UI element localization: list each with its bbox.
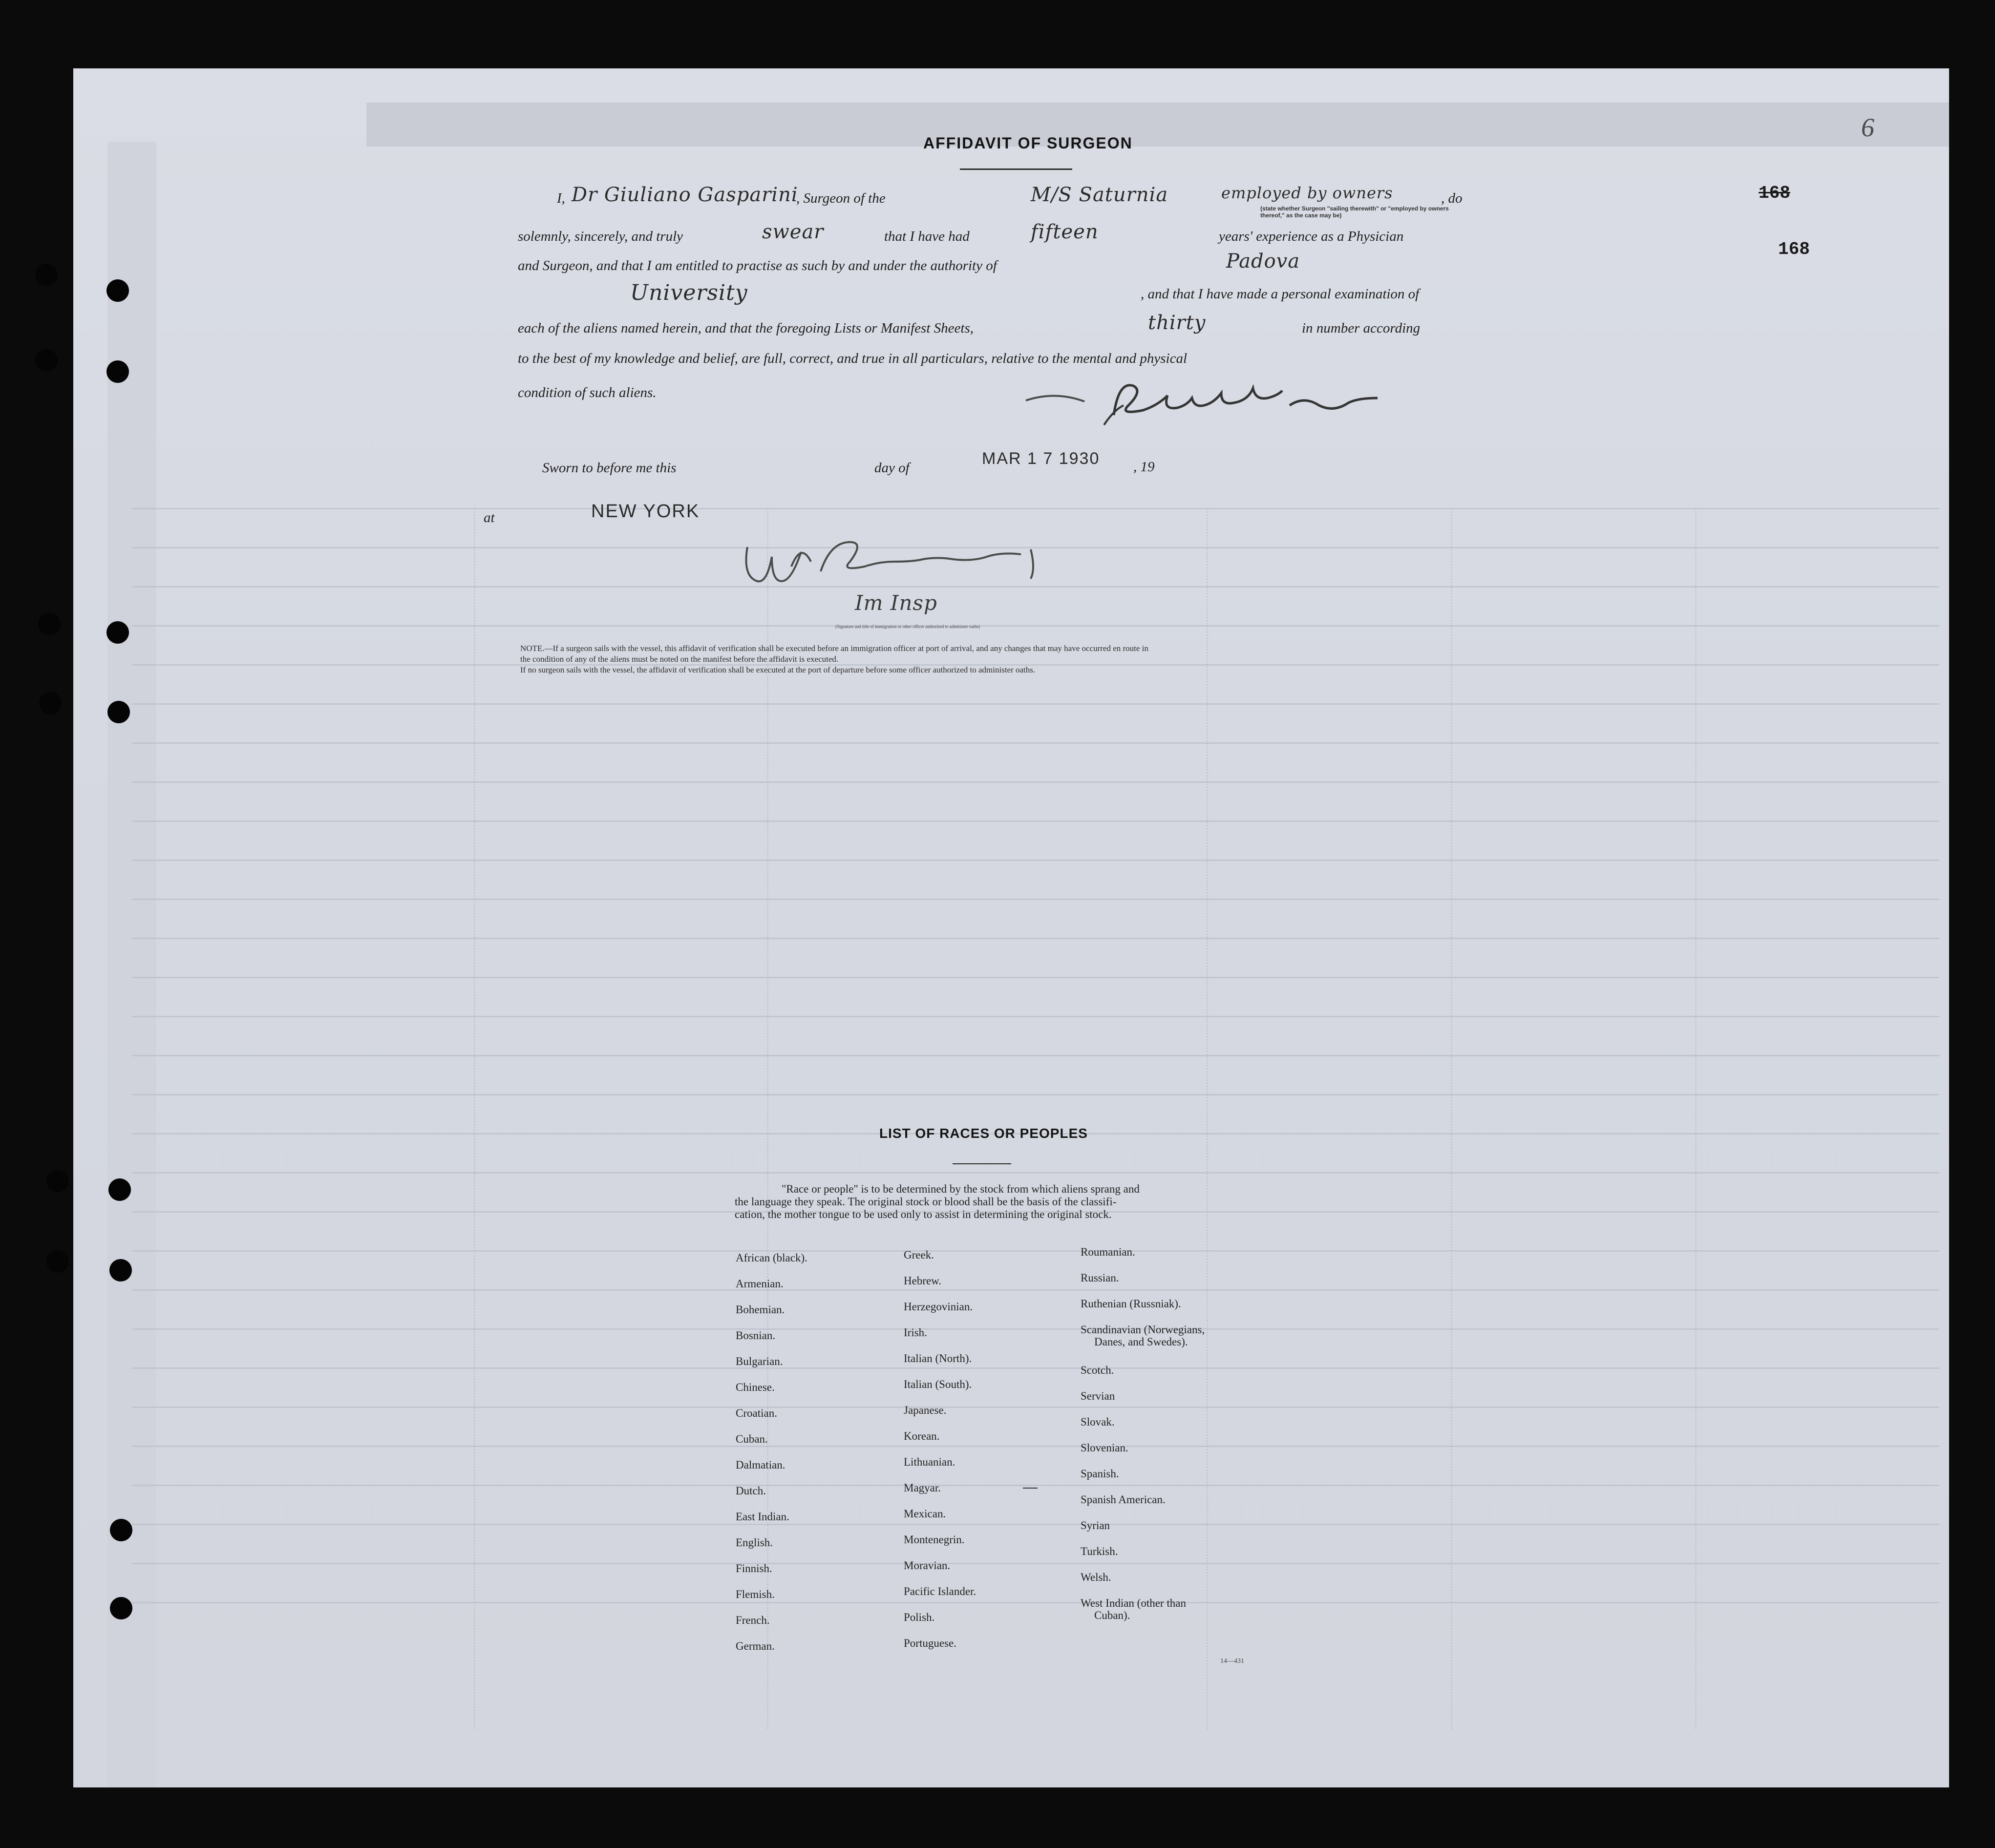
dash-mark xyxy=(1023,1488,1038,1489)
page-number: 168 xyxy=(1778,239,1810,259)
race-item: Bulgarian. xyxy=(736,1355,783,1367)
race-item: African (black). xyxy=(736,1252,807,1264)
race-item: Moravian. xyxy=(904,1559,951,1572)
race-item: Italian (South). xyxy=(904,1378,972,1390)
race-item: Spanish. xyxy=(1081,1468,1119,1480)
race-item: French. xyxy=(736,1614,770,1626)
manifest-page xyxy=(73,68,1949,1787)
form-number: 14—431 xyxy=(1220,1658,1244,1665)
race-item: Chinese. xyxy=(736,1381,775,1393)
officer-title: Im Insp xyxy=(855,591,937,615)
race-item: Slovenian. xyxy=(1081,1442,1128,1454)
place-stamp: NEW YORK xyxy=(591,501,700,522)
race-item: Cuban). xyxy=(1094,1609,1130,1621)
race-item: English. xyxy=(736,1536,773,1549)
punch-hole xyxy=(108,1178,131,1201)
punch-hole xyxy=(106,360,129,383)
punch-hole xyxy=(39,692,62,714)
employment: employed by owners xyxy=(1221,184,1393,202)
race-item: Armenian. xyxy=(736,1278,784,1290)
races-intro-line1: "Race or people" is to be determined by the stock from which aliens sprang and xyxy=(782,1183,1140,1195)
affidavit-line5-a: each of the aliens named herein, and that the foregoing Lists or Manifest Sheets, xyxy=(518,320,974,336)
race-item: Scotch. xyxy=(1081,1364,1114,1376)
race-item: Cuban. xyxy=(736,1433,768,1445)
punch-hole xyxy=(106,621,129,644)
punch-hole xyxy=(38,613,61,635)
race-item: Japanese. xyxy=(904,1404,947,1416)
race-item: Scandinavian (Norwegians, xyxy=(1081,1323,1205,1336)
punch-hole xyxy=(110,1519,132,1541)
race-item: East Indian. xyxy=(736,1511,789,1523)
corner-mark: 6 xyxy=(1861,113,1874,142)
punch-hole xyxy=(109,1259,132,1281)
race-item: Lithuanian. xyxy=(904,1456,955,1468)
affidavit-line5-b: in number according xyxy=(1302,320,1421,336)
vessel-name: M/S Saturnia xyxy=(1031,184,1168,206)
race-item: Spanish American. xyxy=(1081,1493,1166,1506)
sworn-prefix: Sworn to before me this xyxy=(542,460,677,476)
race-item: Korean. xyxy=(904,1430,940,1442)
race-item: Flemish. xyxy=(736,1588,775,1600)
race-item: Pacific Islander. xyxy=(904,1585,976,1597)
affidavit-line1-prefix: I, xyxy=(557,190,565,206)
race-item: Polish. xyxy=(904,1611,935,1623)
oath-word: swear xyxy=(762,221,824,243)
punch-hole xyxy=(46,1250,69,1273)
date-stamp: MAR 1 7 1930 xyxy=(982,449,1100,468)
race-item: Croatian. xyxy=(736,1407,777,1419)
year-suffix: , 19 xyxy=(1133,459,1155,475)
surgeon-signature xyxy=(1016,371,1397,430)
note-line2: the condition of any of the aliens must be noted on the manifest before the affidavit is executed. xyxy=(520,654,839,664)
punch-hole xyxy=(107,701,130,723)
race-item: Montenegrin. xyxy=(904,1533,965,1546)
punch-hole xyxy=(35,349,58,372)
race-item: Slovak. xyxy=(1081,1416,1115,1428)
day-of-label: day of xyxy=(874,460,910,476)
race-item: Dalmatian. xyxy=(736,1459,785,1471)
race-item: Danes, and Swedes). xyxy=(1094,1336,1188,1348)
race-item: Greek. xyxy=(904,1249,934,1261)
authority-place: Padova xyxy=(1226,250,1300,273)
sheet-count: thirty xyxy=(1148,312,1206,334)
race-item: Herzegovinian. xyxy=(904,1301,973,1313)
note-line1: NOTE.—If a surgeon sails with the vessel, this affidavit of verification shall be executed before an immigration officer at port of arrival, and any changes that may have occurred en route in xyxy=(520,644,1148,653)
races-title-rule xyxy=(953,1163,1011,1164)
race-item: Mexican. xyxy=(904,1508,946,1520)
race-item: Finnish. xyxy=(736,1562,772,1575)
races-title: LIST OF RACES OR PEOPLES xyxy=(879,1126,1088,1141)
bleed-through-rows xyxy=(132,508,1939,1729)
title-rule xyxy=(960,168,1072,170)
punch-hole xyxy=(35,264,58,286)
surgeon-of-label: , Surgeon of the xyxy=(796,190,886,206)
affidavit-line2-b: that I have had xyxy=(884,229,970,244)
race-item: West Indian (other than xyxy=(1081,1597,1186,1609)
signature-caption: (Signature and title of immigration or other officer authorized to administer oaths) xyxy=(835,624,980,629)
at-label: at xyxy=(484,510,495,525)
affidavit-line7: condition of such aliens. xyxy=(518,385,657,400)
affidavit-line3: and Surgeon, and that I am entitled to practise as such by and under the authority of xyxy=(518,258,997,273)
affidavit-line2-c: years' experience as a Physician xyxy=(1219,229,1404,244)
race-item: Italian (North). xyxy=(904,1352,972,1365)
surgeon-name: Dr Giuliano Gasparini xyxy=(572,184,798,206)
race-item: Russian. xyxy=(1081,1272,1119,1284)
race-item: Syrian xyxy=(1081,1519,1110,1532)
race-item: Hebrew. xyxy=(904,1275,942,1287)
punch-hole xyxy=(110,1597,132,1619)
race-item: Turkish. xyxy=(1081,1545,1118,1557)
do-label: , do xyxy=(1441,190,1463,206)
races-intro-line2: the language they speak. The original stock or blood shall be the basis of the classifi- xyxy=(735,1196,1117,1208)
years-experience: fifteen xyxy=(1031,221,1099,243)
affidavit-line6: to the best of my knowledge and belief, are full, correct, and true in all particulars, relative to the mental and physical xyxy=(518,351,1188,366)
race-item: Servian xyxy=(1081,1390,1115,1402)
officer-signature xyxy=(738,537,1109,591)
punch-hole xyxy=(106,279,129,302)
struck-page-number: 168 xyxy=(1759,183,1790,203)
race-item: Roumanian. xyxy=(1081,1246,1135,1258)
races-intro-line3: cation, the mother tongue to be used only to assist in determining the original stock. xyxy=(735,1208,1112,1220)
authority-type: University xyxy=(630,280,748,305)
punch-hole xyxy=(46,1170,69,1192)
affidavit-title: AFFIDAVIT OF SURGEON xyxy=(923,134,1133,152)
race-item: Bohemian. xyxy=(736,1303,785,1316)
race-item: Irish. xyxy=(904,1326,927,1339)
employment-note: (state whether Surgeon "sailing therewith" or "employed by owners thereof," as the case may be) xyxy=(1260,205,1449,219)
race-item: Dutch. xyxy=(736,1485,766,1497)
race-item: Portuguese. xyxy=(904,1637,956,1649)
race-item: Magyar. xyxy=(904,1482,941,1494)
affidavit-line4: , and that I have made a personal examination of xyxy=(1141,286,1420,302)
affidavit-line2-a: solemnly, sincerely, and truly xyxy=(518,229,683,244)
race-item: Bosnian. xyxy=(736,1329,776,1342)
race-item: Welsh. xyxy=(1081,1571,1111,1583)
page-edge xyxy=(366,103,1949,147)
race-item: Ruthenian (Russniak). xyxy=(1081,1298,1181,1310)
note-line3: If no surgeon sails with the vessel, the affidavit of verification shall be executed at the port of departure before some officer authorized to administer oaths. xyxy=(520,665,1036,674)
race-item: German. xyxy=(736,1640,775,1652)
